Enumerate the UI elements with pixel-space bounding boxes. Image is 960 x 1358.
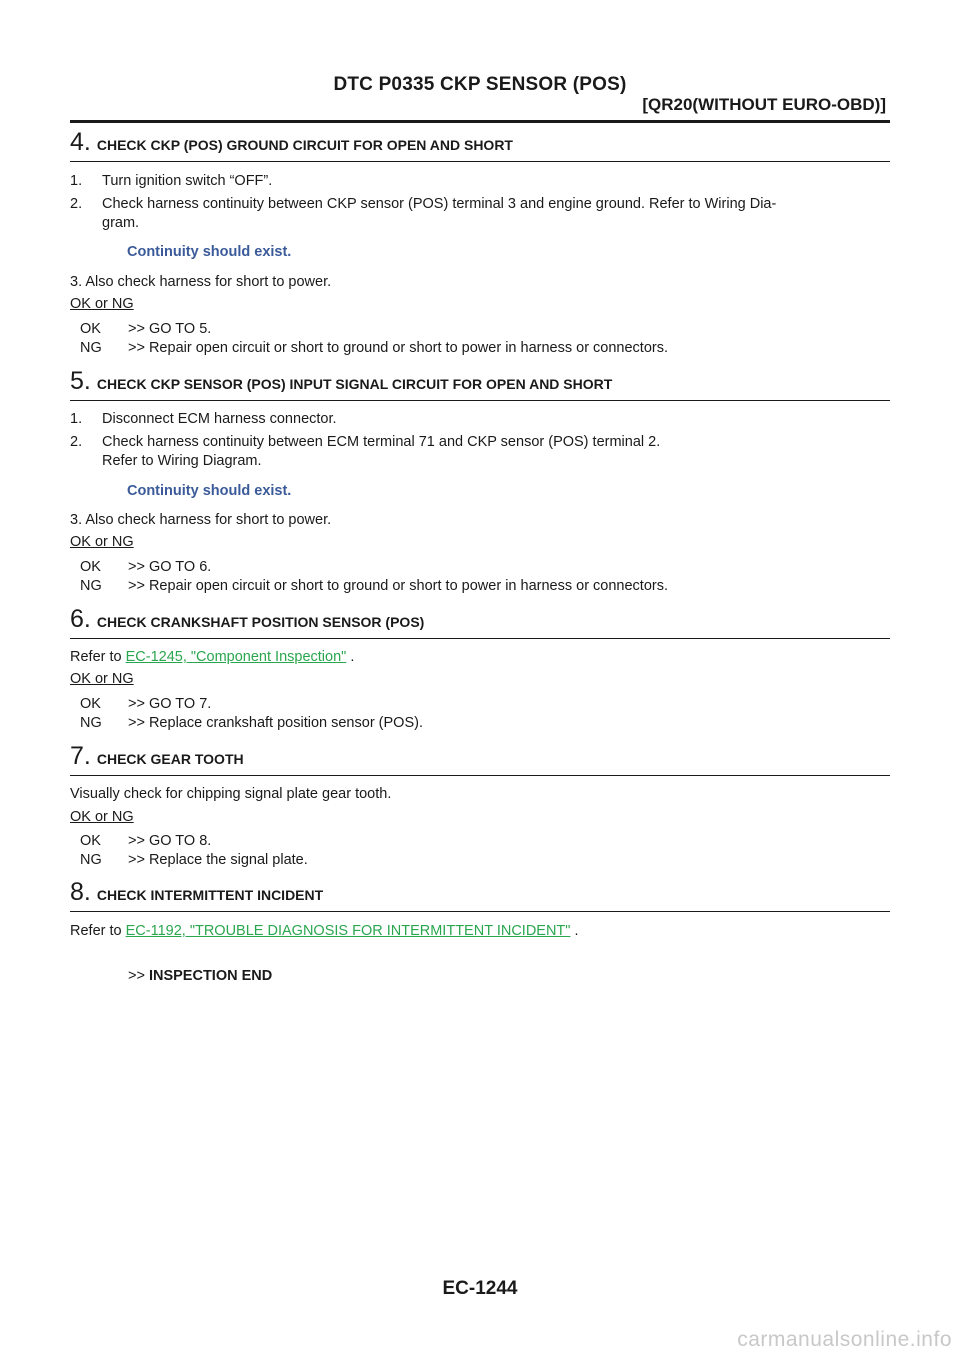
step-title: CHECK CKP SENSOR (POS) INPUT SIGNAL CIRCUIT FOR OPEN AND SHORT bbox=[96, 376, 613, 392]
step-5-condition: Continuity should exist. bbox=[127, 483, 292, 499]
step-5-item-2-cont: Refer to Wiring Diagram. bbox=[102, 453, 262, 469]
step-5-item-2: 2. Check harness continuity between ECM terminal 71 and CKP sensor (POS) terminal 2. bbox=[70, 434, 661, 450]
step-4-condition: Continuity should exist. bbox=[127, 244, 292, 260]
watermark: carmanualsonline.info bbox=[737, 1328, 952, 1351]
step-7-ng-result: NG >> Replace the signal plate. bbox=[80, 852, 308, 868]
step-4-ok-or-ng: OK or NG bbox=[70, 296, 134, 312]
page-number: EC-1244 bbox=[442, 1278, 518, 1299]
step-6-ng-result: NG >> Replace crankshaft position sensor (POS). bbox=[80, 715, 423, 731]
step-4-item-1: 1. Turn ignition switch “OFF”. bbox=[70, 173, 273, 189]
step-4-ok-result: OK >> GO TO 5. bbox=[80, 321, 212, 337]
step-4-header bbox=[70, 130, 890, 162]
inspection-end: >> INSPECTION END bbox=[128, 968, 273, 984]
step-5-item-3: 3. Also check harness for short to power. bbox=[70, 512, 332, 528]
component-inspection-link[interactable]: EC-1245, "Component Inspection" bbox=[125, 649, 347, 665]
step-4-item-2: 2. Check harness continuity between CKP sensor (POS) terminal 3 and engine ground. Refer to Wiring Dia- bbox=[70, 196, 777, 212]
step-title: CHECK CKP (POS) GROUND CIRCUIT FOR OPEN AND SHORT bbox=[96, 137, 513, 153]
step-5-item-1: 1. Disconnect ECM harness connector. bbox=[70, 411, 337, 427]
step-6-refer: Refer to EC-1245, "Component Inspection" . bbox=[70, 649, 355, 665]
step-7-ok-or-ng: OK or NG bbox=[70, 809, 134, 825]
step-5-ok-result: OK >> GO TO 6. bbox=[80, 559, 212, 575]
step-4-item-2-cont: gram. bbox=[102, 215, 140, 231]
page-title: DTC P0335 CKP SENSOR (POS) bbox=[333, 74, 627, 95]
header-rule bbox=[70, 120, 890, 123]
step-6-header bbox=[70, 607, 890, 639]
step-8-refer: Refer to EC-1192, "TROUBLE DIAGNOSIS FOR INTERMITTENT INCIDENT" . bbox=[70, 923, 579, 939]
step-number: 6. bbox=[70, 605, 91, 633]
step-5-header bbox=[70, 369, 890, 401]
step-4-item-3: 3. Also check harness for short to power. bbox=[70, 274, 332, 290]
step-7-ok-result: OK >> GO TO 8. bbox=[80, 833, 212, 849]
step-number: 4. bbox=[70, 128, 91, 156]
step-number: 8. bbox=[70, 878, 91, 906]
step-5-ok-or-ng: OK or NG bbox=[70, 534, 134, 550]
step-4-ng-result: NG >> Repair open circuit or short to ground or short to power in harness or connectors. bbox=[80, 340, 669, 356]
step-title: CHECK GEAR TOOTH bbox=[96, 751, 244, 767]
intermittent-incident-link[interactable]: EC-1192, "TROUBLE DIAGNOSIS FOR INTERMITTENT INCIDENT" bbox=[125, 923, 571, 939]
step-7-header bbox=[70, 744, 890, 776]
step-6-ok-result: OK >> GO TO 7. bbox=[80, 696, 212, 712]
step-8-header bbox=[70, 880, 890, 912]
step-title: CHECK INTERMITTENT INCIDENT bbox=[96, 887, 324, 903]
step-7-text: Visually check for chipping signal plate gear tooth. bbox=[70, 786, 392, 802]
step-title: CHECK CRANKSHAFT POSITION SENSOR (POS) bbox=[96, 614, 425, 630]
step-5-ng-result: NG >> Repair open circuit or short to ground or short to power in harness or connectors. bbox=[80, 578, 669, 594]
step-6-ok-or-ng: OK or NG bbox=[70, 671, 134, 687]
step-number: 7. bbox=[70, 742, 91, 770]
page-subtitle: [QR20(WITHOUT EURO-OBD)] bbox=[642, 95, 886, 114]
step-number: 5. bbox=[70, 367, 91, 395]
